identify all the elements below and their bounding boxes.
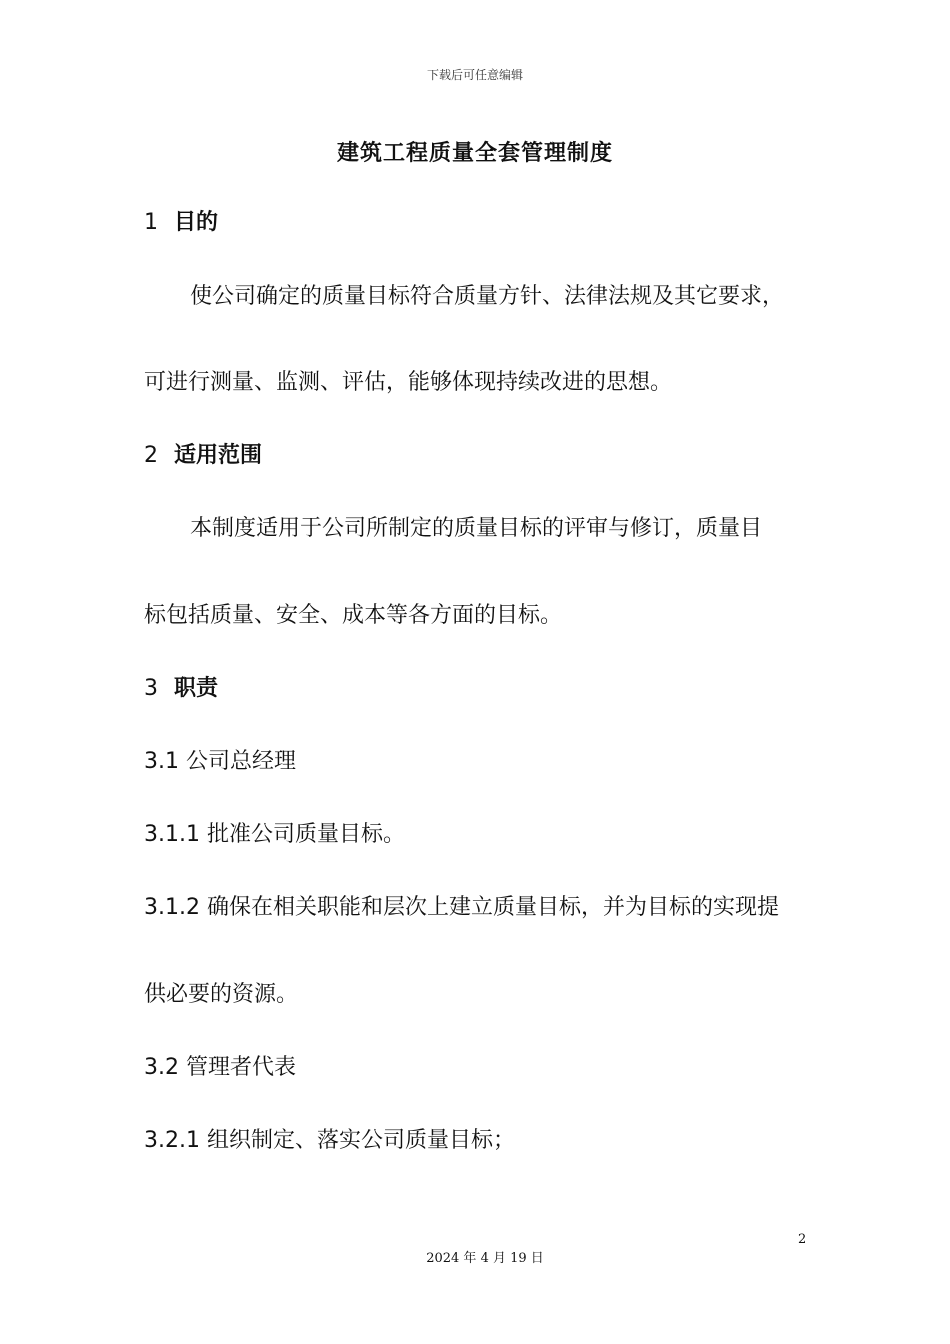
header-note: 下载后可任意编辑 [426, 68, 523, 82]
section-1-title: 目的 [174, 210, 219, 235]
subsection-3-1: 3.1 公司总经理 [144, 749, 296, 774]
section-3-title: 职责 [174, 676, 219, 701]
page-number: 2 [798, 1232, 807, 1247]
item-3-1-2-line-1: 3.1.2 确保在相关职能和层次上建立质量目标，并为目标的实现提 [144, 895, 779, 920]
item-3-1-1: 3.1.1 批准公司质量目标。 [144, 822, 405, 847]
section-3-heading [144, 674, 218, 704]
section-2-heading [144, 441, 262, 471]
document-title: 建筑工程质量全套管理制度 [336, 141, 613, 166]
item-3-1-2-line-2: 供必要的资源。 [144, 982, 299, 1007]
section-1-heading [144, 208, 218, 238]
section-2-title: 适用范围 [174, 443, 263, 468]
subsection-3-2: 3.2 管理者代表 [144, 1055, 296, 1080]
item-3-2-1: 3.2.1 组织制定、落实公司质量目标； [144, 1128, 515, 1153]
footer-date: 2024 年 4 月 19 日 [426, 1251, 544, 1266]
section-2-number: 2 [144, 443, 158, 468]
paragraph-2-line-1: 本制度适用于公司所制定的质量目标的评审与修订，质量目 [190, 516, 763, 541]
paragraph-1-line-1: 使公司确定的质量目标符合质量方针、法律法规及其它要求， [190, 284, 785, 309]
paragraph-1-line-2: 可进行测量、监测、评估，能够体现持续改进的思想。 [144, 370, 673, 395]
paragraph-2-line-2: 标包括质量、安全、成本等各方面的目标。 [144, 603, 563, 628]
section-1-number: 1 [144, 210, 158, 235]
section-3-number: 3 [144, 676, 158, 701]
